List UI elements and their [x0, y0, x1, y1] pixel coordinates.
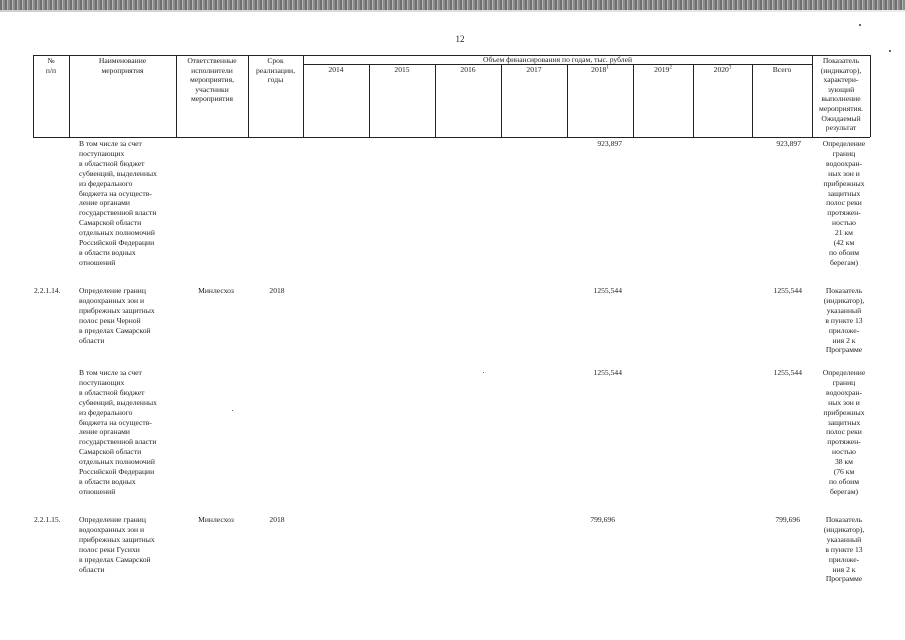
row-responsible: Минлесхоз	[198, 286, 234, 295]
row-term: 2018	[269, 515, 285, 524]
col-divider	[633, 64, 634, 137]
footnote-mark: 3	[728, 65, 732, 71]
row-total: 923,897	[776, 139, 801, 148]
col-divider	[752, 64, 753, 137]
scan-speck	[889, 50, 891, 52]
row-value-2018: 799,696	[590, 515, 615, 524]
row-indicator: Определение границ водоохран- ных зон и прибрежных защитных полос реки протяжен- ностью 21 км (42 км по обоим берегам)	[822, 139, 866, 267]
header-funding-title: Объем финансирования по годам, тыс. рублей	[482, 55, 633, 64]
footnote-mark: 1	[606, 65, 609, 71]
footnote-mark: 2	[669, 65, 672, 71]
row-total: 1255,544	[773, 286, 802, 295]
header-term: Срок реализации, годы	[255, 56, 295, 85]
col-divider	[870, 55, 871, 137]
row-responsible: Минлесхоз	[198, 515, 234, 524]
header-responsible: Ответственные исполнители мероприятия, участники мероприятия	[187, 56, 237, 104]
row-name: В том числе за счет поступающих в областной бюджет субвенций, выделенных из федерального бюджета на осуществ- ление органами государственной власти Самарской области отдельных полномочий Российской Федерации в области водных отношений	[79, 139, 157, 267]
row-indicator: Определение границ водоохран- ных зон и прибрежных защитных полос реки протяжен- ностью 38 км (76 км по обоим берегам)	[822, 368, 866, 496]
header-year: 2019$^2$	[654, 65, 672, 74]
col-divider	[567, 64, 568, 137]
row-number: 2.2.1.15.	[34, 515, 61, 524]
header-num: № п/п	[45, 56, 57, 75]
row-value-2018: 1255,544	[593, 368, 622, 377]
header-total: Всего	[772, 65, 792, 74]
row-indicator: Показатель (индикатор), указанный в пункте 13 приложе- ния 2 к Программе	[823, 286, 865, 355]
col-divider	[369, 64, 370, 137]
header-year: 2018$^1$	[591, 65, 609, 74]
header-bottom-rule	[33, 137, 870, 138]
scan-speck	[483, 372, 484, 373]
row-name: Определение границ водоохранных зон и прибрежных защитных полос реки Черной в пределах Самарской области	[79, 286, 155, 345]
scan-speck	[859, 24, 861, 26]
header-year: 2016	[460, 65, 476, 74]
header-year: 2014	[328, 65, 344, 74]
page-number: 12	[455, 34, 465, 44]
scan-speck	[232, 410, 233, 411]
row-term: 2018	[269, 286, 285, 295]
header-name: Наименование мероприятия	[98, 56, 147, 75]
col-divider	[501, 64, 502, 137]
header-year: 2020$^3$	[713, 65, 732, 74]
header-year: 2017	[526, 65, 542, 74]
row-total: 799,696	[775, 515, 800, 524]
scan-edge	[0, 0, 905, 10]
row-number: 2.2.1.14.	[34, 286, 61, 295]
row-name: В том числе за счет поступающих в областной бюджет субвенций, выделенных из федерального бюджета на осуществ- ление органами государственной власти Самарской области отдельных полномочий Российской Федерации в области водных отношений	[79, 368, 157, 496]
row-total: 1255,544	[773, 368, 802, 377]
row-name: Определение границ водоохранных зон и прибрежных защитных полос реки Гусихи в пределах Самарской области	[79, 515, 155, 574]
header-indicator: Показатель (индикатор), характери- зующий выполнение мероприятия. Ожидаемый результат	[819, 56, 863, 133]
row-value-2018: 923,897	[597, 139, 622, 148]
col-divider	[435, 64, 436, 137]
col-divider	[693, 64, 694, 137]
header-year: 2015	[394, 65, 410, 74]
row-indicator: Показатель (индикатор), указанный в пункте 13 приложе- ния 2 к Программе	[823, 515, 865, 584]
row-value-2018: 1255,544	[593, 286, 622, 295]
